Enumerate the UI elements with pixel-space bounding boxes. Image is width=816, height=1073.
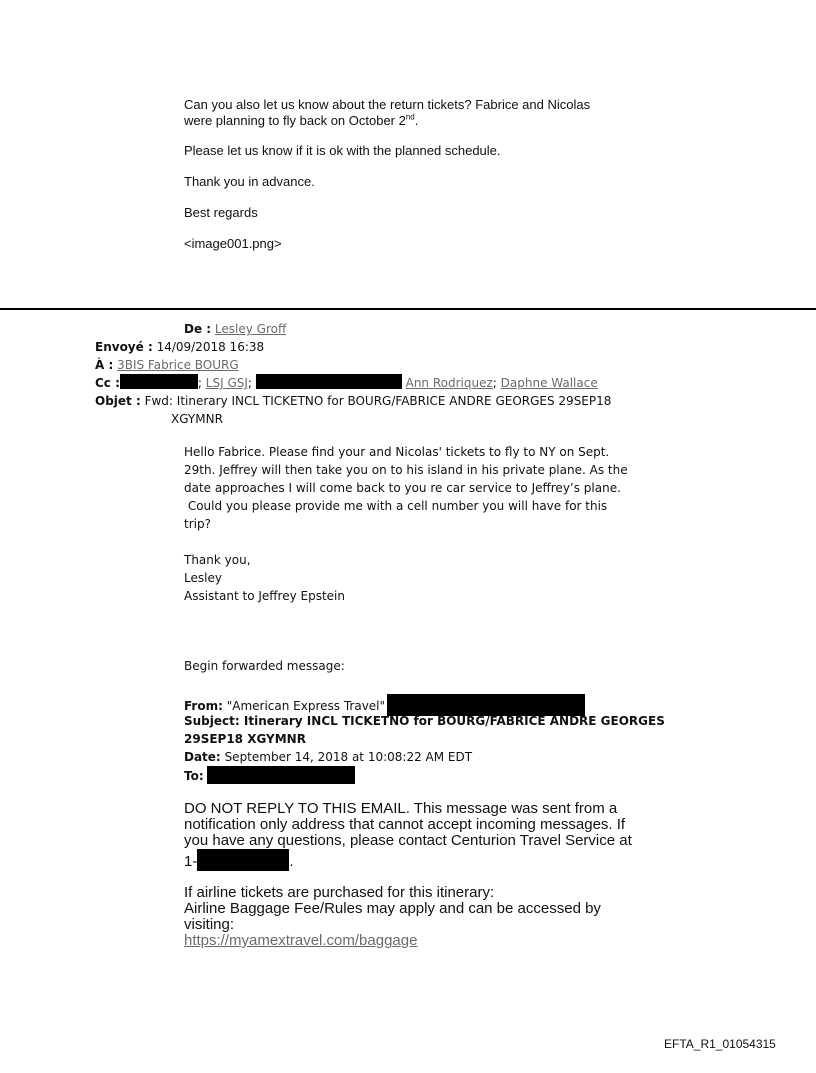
header-cc: Cc : ; LSJ GSJ; Ann Rodriquez; Daphne Wallace (95, 376, 598, 390)
baggage-notice: If airline tickets are purchased for this itinerary: Airline Baggage Fee/Rules may apply and can be accessed by visiting: https://myamextravel.com/baggage (184, 884, 601, 949)
separator-rule (0, 308, 816, 310)
top-line-5: Best regards (184, 205, 258, 220)
redaction-block (120, 374, 198, 389)
header-objet: Objet : Fwd: Itinerary INCL TICKETNO for BOURG/FABRICE ANDRE GEORGES 29SEP18 (95, 394, 612, 408)
message-body (184, 443, 664, 533)
body-line: Could you please provide me with a cell number you will have for this (184, 499, 608, 513)
recipient-link[interactable]: 3BIS Fabrice BOURG (117, 358, 239, 372)
top-line-4: Thank you in advance. (184, 174, 315, 189)
top-line-1: Can you also let us know about the return tickets? Fabrice and Nicolas (184, 97, 591, 112)
cc-lsj-link[interactable]: LSJ GSJ (205, 376, 248, 390)
signoff: Thank you, Lesley Assistant to Jeffrey Epstein (184, 553, 345, 603)
cc-ann-link[interactable]: Ann Rodriquez (405, 376, 493, 390)
top-line-3: Please let us know if it is ok with the planned schedule. (184, 143, 501, 158)
sender-link[interactable]: Lesley Groff (214, 322, 287, 336)
fwd-subject: Subject: Itinerary INCL TICKETNO for BOURG/FABRICE ANDRE GEORGES (184, 714, 665, 728)
fwd-date: Date: September 14, 2018 at 10:08:22 AM EDT (184, 750, 473, 764)
body-line: date approaches I will come back to you re car service to Jeffrey’s plane. (184, 481, 621, 495)
notice-text: DO NOT REPLY TO THIS EMAIL. This message was sent from a notification only address that cannot accept incoming messages. If you have any questions, please contact Centurion Travel Service at 1- . (184, 800, 632, 870)
cc-daphne-link[interactable]: Daphne Wallace (500, 376, 598, 390)
header-envoye: Envoyé : 14/09/2018 16:38 (95, 340, 265, 354)
baggage-link[interactable]: https://myamextravel.com/baggage (184, 932, 418, 949)
redaction-block (256, 374, 402, 389)
header-a: À : 3BIS Fabrice BOURG (95, 358, 239, 372)
fwd-subject-cont: 29SEP18 XGYMNR (184, 732, 306, 746)
body-line: 29th. Jeffrey will then take you on to his island in his private plane. As the (184, 463, 628, 477)
forwarded-label: Begin forwarded message: (184, 659, 345, 673)
redaction-block (197, 849, 289, 871)
fwd-to: To: (184, 766, 355, 785)
body-line: Hello Fabrice. Please find your and Nicolas' tickets to fly to NY on Sept. (184, 445, 610, 459)
top-line-2: were planning to fly back on October 2nd. (184, 112, 419, 128)
document-id: EFTA_R1_01054315 (664, 1037, 776, 1051)
body-line: trip? (184, 517, 211, 531)
header-objet-cont: XGYMNR (171, 412, 223, 426)
fwd-from: From: "American Express Travel" (184, 694, 585, 716)
redaction-block (207, 766, 355, 784)
header-de: De : Lesley Groff (184, 322, 287, 336)
top-quoted-block (184, 97, 784, 129)
image-placeholder-text: <image001.png> (184, 236, 282, 251)
